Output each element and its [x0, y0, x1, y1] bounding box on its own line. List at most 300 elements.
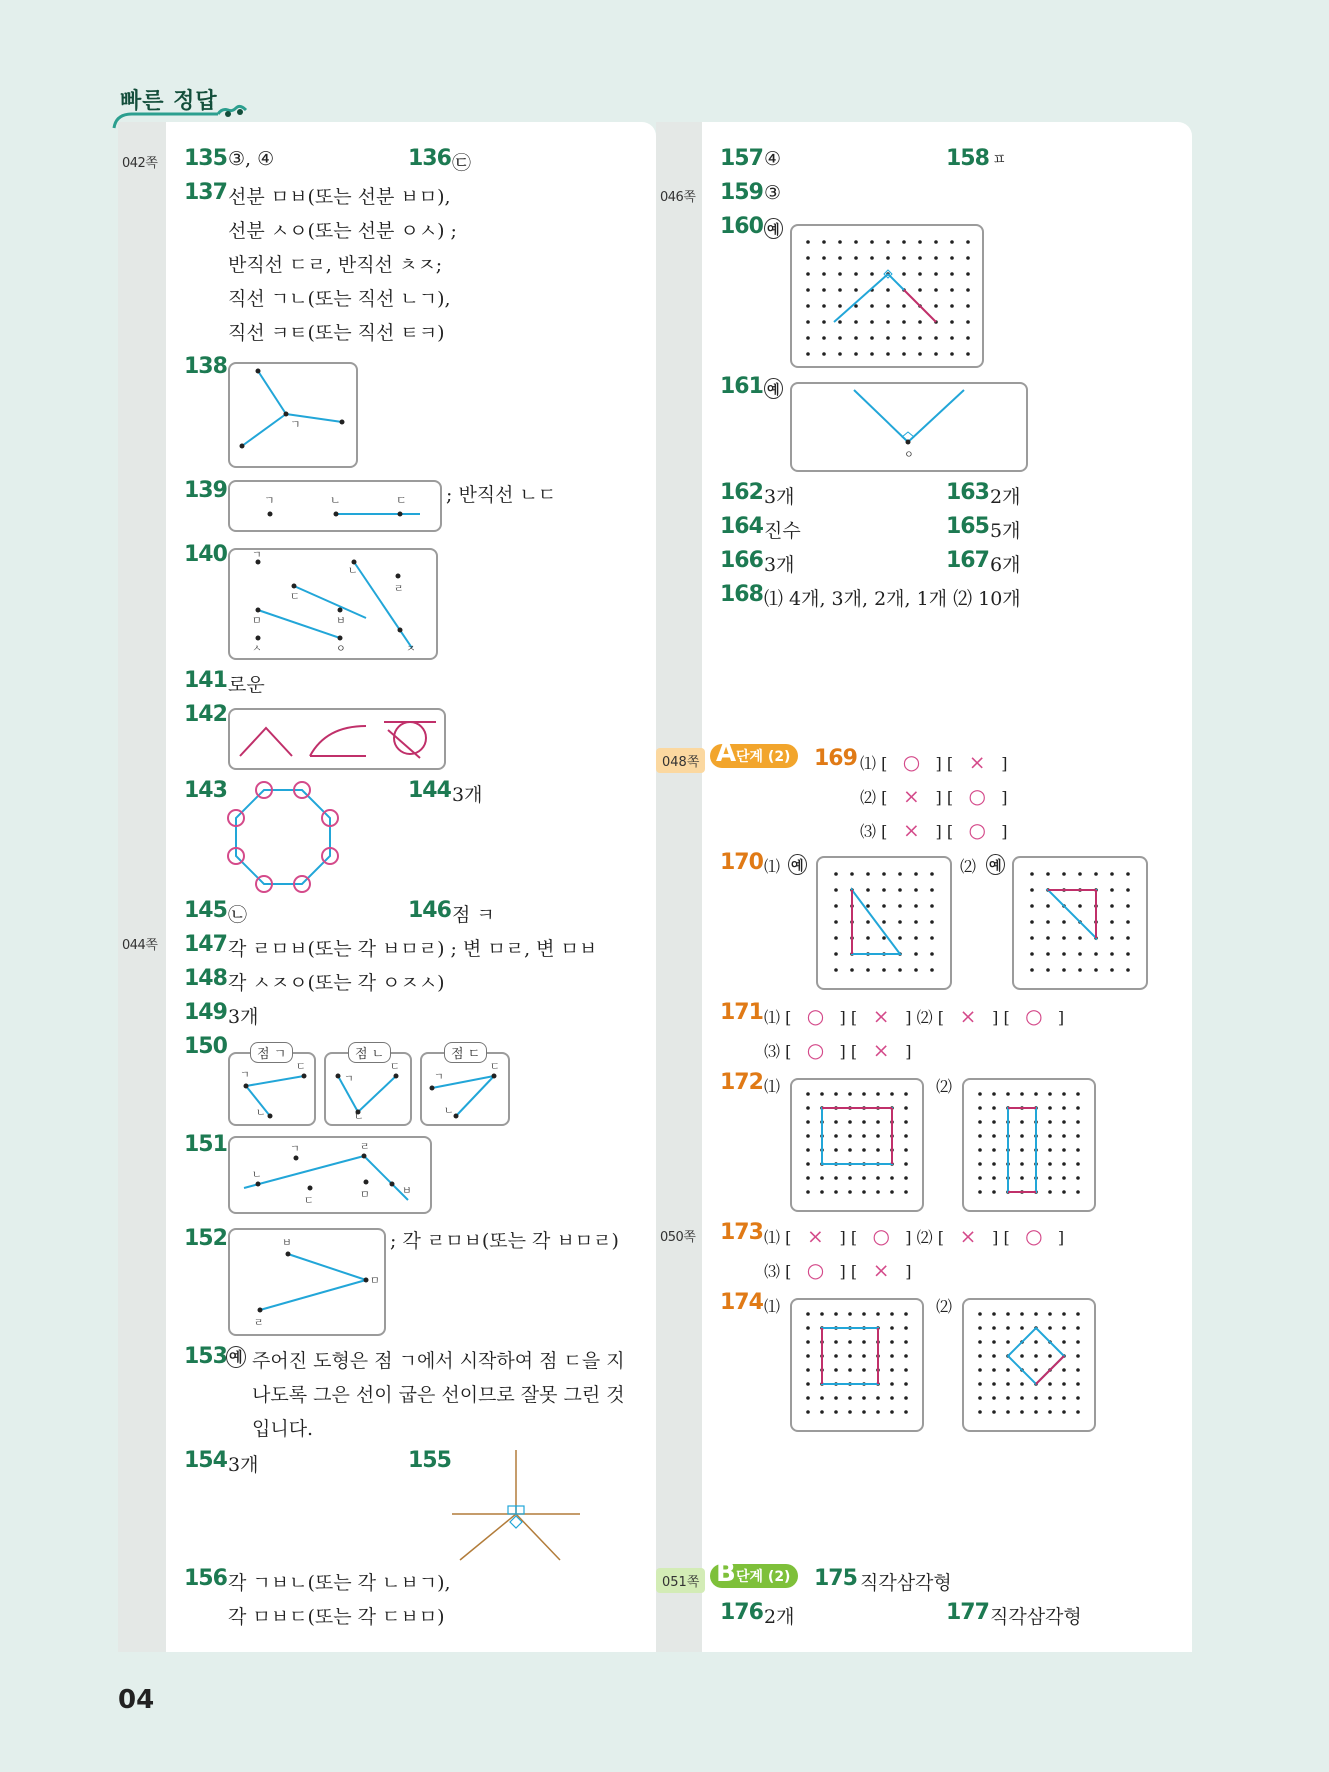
- grid-dot: [890, 1368, 894, 1372]
- grid-dot: [1076, 1354, 1080, 1358]
- grid-dot: [890, 1410, 894, 1414]
- answer-text: ④: [764, 148, 782, 170]
- grid-dot: [854, 240, 858, 244]
- grid-dot: [1062, 1134, 1066, 1138]
- grid-dot: [1076, 1092, 1080, 1096]
- grid-dot: [834, 904, 838, 908]
- answer-text: ⑴ 4개, 3개, 2개, 1개 ⑵ 10개: [764, 588, 1021, 610]
- grid-dot: [834, 872, 838, 876]
- grid-dot: [848, 1120, 852, 1124]
- grid-dot: [806, 1396, 810, 1400]
- q-number: 144: [408, 778, 451, 803]
- page-label: 048쪽: [656, 748, 705, 773]
- grid-dot: [876, 1410, 880, 1414]
- grid-dot: [806, 272, 810, 276]
- grid-dot: [978, 1162, 982, 1166]
- grid-dot: [1094, 872, 1098, 876]
- grid-dot: [850, 872, 854, 876]
- grid-dot: [1046, 872, 1050, 876]
- part-label: ⑴: [764, 857, 781, 876]
- grid-dot: [898, 968, 902, 972]
- dot-grid-box: [962, 1298, 1096, 1432]
- grid-dot: [820, 1092, 824, 1096]
- point-label: ㄱ: [252, 550, 262, 561]
- grid-dot: [834, 1312, 838, 1316]
- dot-grid: [792, 1300, 922, 1430]
- grid-dot: [950, 352, 954, 356]
- grid-dot: [876, 1312, 880, 1316]
- grid-dot: [854, 320, 858, 324]
- grid-dot: [978, 1312, 982, 1316]
- grid-dot: [834, 936, 838, 940]
- grid-dot: [882, 904, 886, 908]
- grid-dot: [904, 1162, 908, 1166]
- grid-dot: [1020, 1134, 1024, 1138]
- point-tag: 점 ㄴ: [348, 1042, 391, 1063]
- grid-dot: [1006, 1092, 1010, 1096]
- grid-dot: [902, 256, 906, 260]
- grid-dot: [1048, 1396, 1052, 1400]
- grid-dot: [1048, 1106, 1052, 1110]
- grid-dot: [848, 1134, 852, 1138]
- grid-dot: [966, 352, 970, 356]
- grid-dot: [876, 1176, 880, 1180]
- ox-row: ⑶ [ ○ ] [ × ]: [764, 1258, 912, 1282]
- grid-dot: [992, 1340, 996, 1344]
- grid-dot: [918, 272, 922, 276]
- grid-dot: [950, 288, 954, 292]
- dot-grid-box: [790, 1078, 924, 1212]
- grid-dot: [1076, 1190, 1080, 1194]
- grid-dot: [914, 920, 918, 924]
- grid-dot: [1048, 1410, 1052, 1414]
- grid-dot: [834, 920, 838, 924]
- grid-dot: [1076, 1410, 1080, 1414]
- grid-dot: [870, 240, 874, 244]
- grid-dot: [978, 1148, 982, 1152]
- grid-dot: [1076, 1326, 1080, 1330]
- grid-dot: [904, 1354, 908, 1358]
- grid-dot: [820, 1176, 824, 1180]
- angle-figure: [230, 1230, 384, 1334]
- grid-dot: [886, 320, 890, 324]
- grid-dot: [992, 1326, 996, 1330]
- grid-dot: [806, 1190, 810, 1194]
- grid-dot: [806, 1106, 810, 1110]
- figure-box: [790, 382, 1028, 472]
- grid-dot: [1006, 1340, 1010, 1344]
- svg-text:ㄴ: ㄴ: [444, 1106, 454, 1117]
- grid-dot: [898, 888, 902, 892]
- point-label: ㄹ: [394, 584, 404, 595]
- angle-figure: [230, 1054, 314, 1124]
- q-number: 160: [720, 214, 763, 239]
- grid-dot: [950, 320, 954, 324]
- figure-box: [228, 548, 438, 660]
- grid-dot: [862, 1354, 866, 1358]
- grid-dot: [806, 240, 810, 244]
- ox-row: ⑴ [ ○ ] [ × ]: [860, 750, 1008, 774]
- answer-text: 직각삼각형: [990, 1606, 1082, 1628]
- q-number: 145: [184, 898, 227, 923]
- grid-dot: [904, 1092, 908, 1096]
- grid-dot: [834, 1120, 838, 1124]
- grid-dot: [870, 256, 874, 260]
- page-label: 050쪽: [660, 1230, 696, 1245]
- grid-dot: [966, 336, 970, 340]
- grid-dot: [876, 1148, 880, 1152]
- grid-dot: [1078, 968, 1082, 972]
- q-number: 149: [184, 1000, 227, 1025]
- q-number: 155: [408, 1448, 451, 1473]
- svg-text:ㄹ: ㄹ: [254, 1318, 264, 1329]
- grid-dot: [1048, 1326, 1052, 1330]
- part-label: ⑵: [936, 1297, 953, 1316]
- lines-figure: [230, 550, 436, 658]
- grid-dot: [1078, 872, 1082, 876]
- grid-dot: [918, 336, 922, 340]
- grid-dot: [838, 256, 842, 260]
- grid-dot: [870, 272, 874, 276]
- grid-dot: [902, 240, 906, 244]
- grid-dot: [866, 872, 870, 876]
- grid-dot: [806, 1148, 810, 1152]
- grid-dot: [806, 1382, 810, 1386]
- grid-dot: [862, 1176, 866, 1180]
- answer-text: 3개: [764, 554, 795, 576]
- grid-dot: [1062, 872, 1066, 876]
- svg-text:ㄹ: ㄹ: [360, 1142, 370, 1153]
- q-number: 148: [184, 966, 227, 991]
- grid-dot: [966, 320, 970, 324]
- example-mark: 예: [226, 1346, 246, 1368]
- grid-dot: [806, 1354, 810, 1358]
- grid-dot: [854, 256, 858, 260]
- grid-dot: [862, 1092, 866, 1096]
- q-number: 139: [184, 478, 227, 503]
- grid-dot: [838, 240, 842, 244]
- answer-text: 2개: [764, 1606, 795, 1628]
- grid-dot: [806, 1368, 810, 1372]
- grid-dot: [1062, 1092, 1066, 1096]
- grid-dot: [992, 1354, 996, 1358]
- grid-dot: [848, 1340, 852, 1344]
- figure-box: [228, 1136, 432, 1214]
- dot-grid-box: [790, 1298, 924, 1432]
- grid-dot: [934, 256, 938, 260]
- grid-dot: [848, 1190, 852, 1194]
- grid-dot: [1126, 888, 1130, 892]
- grid-dot: [850, 968, 854, 972]
- grid-dot: [862, 1312, 866, 1316]
- left-gutter: [118, 122, 166, 1652]
- grid-dot: [1020, 1120, 1024, 1124]
- grid-dot: [838, 288, 842, 292]
- dot-grid: [964, 1080, 1094, 1210]
- figure-box: [228, 708, 446, 770]
- grid-dot: [1046, 968, 1050, 972]
- q-number: 138: [184, 354, 227, 379]
- grid-dot: [822, 352, 826, 356]
- grid-dot: [978, 1326, 982, 1330]
- answer-line: 각 ㄱㅂㄴ(또는 각 ㄴㅂㄱ),: [228, 1572, 451, 1594]
- point-label: ㄷ: [290, 592, 300, 603]
- stage-letter: B: [716, 1558, 736, 1588]
- point-label: ㅇ: [336, 644, 346, 655]
- grid-dot: [806, 256, 810, 260]
- grid-dot: [1126, 872, 1130, 876]
- ray-figure: [230, 364, 356, 466]
- grid-dot: [820, 1396, 824, 1400]
- q-number: 164: [720, 514, 763, 539]
- svg-text:ㄴ: ㄴ: [354, 1112, 364, 1123]
- ox-row: ⑶ [ ○ ] [ × ]: [764, 1038, 912, 1062]
- ox-row: ⑶ [ × ] [ ○ ]: [860, 818, 1008, 842]
- grid-dot: [898, 904, 902, 908]
- grid-dot: [1006, 1382, 1010, 1386]
- answer-text: 로운: [228, 674, 265, 696]
- grid-dot: [1048, 1120, 1052, 1124]
- grid-dot: [822, 272, 826, 276]
- grid-dot: [886, 336, 890, 340]
- grid-dot: [882, 920, 886, 924]
- answer-line: 나도록 그은 선이 굽은 선이므로 잘못 그린 것: [252, 1384, 625, 1406]
- grid-dot: [870, 336, 874, 340]
- grid-dot: [862, 1190, 866, 1194]
- q-number: 151: [184, 1132, 227, 1157]
- grid-dot: [806, 1326, 810, 1330]
- q-number: 154: [184, 1448, 227, 1473]
- grid-dot: [1046, 904, 1050, 908]
- answer-text: 3개: [452, 784, 483, 806]
- grid-dot: [934, 352, 938, 356]
- svg-text:ㄱ: ㄱ: [434, 1072, 444, 1083]
- perpendicular-figure: [448, 1448, 584, 1564]
- grid-dot: [1062, 1368, 1066, 1372]
- page-label: 046쪽: [660, 190, 696, 205]
- part-label: ⑴: [764, 1077, 781, 1096]
- grid-dot: [904, 1312, 908, 1316]
- q-number: 172: [720, 1070, 763, 1095]
- grid-dot: [1048, 1312, 1052, 1316]
- grid-dot: [978, 1396, 982, 1400]
- answer-text: 3개: [228, 1006, 259, 1028]
- grid-dot: [992, 1382, 996, 1386]
- q-number: 167: [946, 548, 989, 573]
- grid-dot: [1110, 936, 1114, 940]
- grid-dot: [848, 1396, 852, 1400]
- grid-dot: [1062, 920, 1066, 924]
- answer-text: 각 ㄹㅁㅂ(또는 각 ㅂㅁㄹ) ; 변 ㅁㄹ, 변 ㅁㅂ: [228, 938, 598, 960]
- dot-grid: [792, 226, 982, 366]
- grid-dot: [934, 336, 938, 340]
- grid-dot: [1020, 1354, 1024, 1358]
- ox-row: ⑴ [ ○ ] [ × ] ⑵ [ × ] [ ○ ]: [764, 1004, 1065, 1028]
- grid-dot: [806, 1162, 810, 1166]
- grid-dot: [1046, 952, 1050, 956]
- grid-dot: [890, 1340, 894, 1344]
- grid-dot: [890, 1382, 894, 1386]
- grid-dot: [822, 304, 826, 308]
- ray-figure: [230, 482, 440, 530]
- grid-dot: [1110, 904, 1114, 908]
- grid-dot: [806, 1176, 810, 1180]
- grid-dot: [904, 1190, 908, 1194]
- octagon-figure: [224, 778, 342, 896]
- answer-text: 각 ㅅㅈㅇ(또는 각 ㅇㅈㅅ): [228, 972, 445, 994]
- grid-dot: [870, 304, 874, 308]
- grid-dot: [1048, 1134, 1052, 1138]
- svg-text:ㅁ: ㅁ: [370, 1276, 380, 1287]
- grid-dot: [806, 352, 810, 356]
- grid-dot: [1076, 1396, 1080, 1400]
- grid-dot: [806, 1092, 810, 1096]
- answer-line: 직선 ㅋㅌ(또는 직선 ㅌㅋ): [228, 322, 445, 344]
- grid-dot: [838, 352, 842, 356]
- grid-dot: [1030, 936, 1034, 940]
- grid-dot: [834, 888, 838, 892]
- grid-dot: [966, 240, 970, 244]
- point-tag: 점 ㄱ: [250, 1042, 293, 1063]
- stage-letter: A: [716, 738, 737, 768]
- grid-dot: [1076, 1134, 1080, 1138]
- grid-dot: [1048, 1190, 1052, 1194]
- q-number: 173: [720, 1220, 763, 1245]
- dot-grid-box: [790, 224, 984, 368]
- grid-dot: [1006, 1368, 1010, 1372]
- grid-dot: [898, 872, 902, 876]
- q-number: 171: [720, 1000, 763, 1025]
- grid-dot: [834, 952, 838, 956]
- grid-dot: [834, 968, 838, 972]
- grid-dot: [918, 256, 922, 260]
- grid-dot: [902, 320, 906, 324]
- grid-dot: [838, 304, 842, 308]
- grid-dot: [966, 288, 970, 292]
- grid-dot: [978, 1354, 982, 1358]
- part-label: ⑴: [764, 1297, 781, 1316]
- grid-dot: [904, 1340, 908, 1344]
- grid-dot: [914, 968, 918, 972]
- grid-dot: [934, 288, 938, 292]
- point-label: ㅂ: [336, 616, 346, 627]
- grid-dot: [806, 320, 810, 324]
- grid-dot: [890, 1312, 894, 1316]
- grid-dot: [1048, 1354, 1052, 1358]
- grid-dot: [1020, 1092, 1024, 1096]
- answer-text: 3개: [228, 1454, 259, 1476]
- grid-dot: [834, 1176, 838, 1180]
- grid-dot: [1062, 1120, 1066, 1124]
- grid-dot: [992, 1162, 996, 1166]
- q-number: 146: [408, 898, 451, 923]
- grid-dot: [1076, 1120, 1080, 1124]
- grid-dot: [1126, 904, 1130, 908]
- q-number: 165: [946, 514, 989, 539]
- grid-dot: [1110, 920, 1114, 924]
- part-label: ⑵: [936, 1077, 953, 1096]
- grid-dot: [1062, 936, 1066, 940]
- dot-grid-box: [816, 856, 952, 990]
- grid-dot: [806, 304, 810, 308]
- grid-dot: [1030, 872, 1034, 876]
- grid-dot: [930, 888, 934, 892]
- grid-dot: [930, 968, 934, 972]
- answer-line: 반직선 ㄷㄹ, 반직선 ㅊㅈ;: [228, 254, 443, 276]
- grid-dot: [930, 904, 934, 908]
- grid-dot: [882, 888, 886, 892]
- grid-dot: [978, 1368, 982, 1372]
- grid-dot: [904, 1106, 908, 1110]
- angle-figure: [422, 1054, 508, 1124]
- grid-dot: [904, 1134, 908, 1138]
- grid-dot: [978, 1092, 982, 1096]
- stage-tag-b: [710, 1558, 798, 1588]
- grid-dot: [890, 1354, 894, 1358]
- grid-dot: [834, 1092, 838, 1096]
- q-number: 163: [946, 480, 989, 505]
- grid-dot: [914, 872, 918, 876]
- grid-dot: [914, 936, 918, 940]
- grid-dot: [902, 272, 906, 276]
- grid-dot: [806, 1340, 810, 1344]
- grid-dot: [1076, 1162, 1080, 1166]
- grid-dot: [870, 352, 874, 356]
- stage-label: 단계 (2): [736, 1569, 791, 1585]
- grid-dot: [862, 1410, 866, 1414]
- grid-dot: [862, 1368, 866, 1372]
- grid-dot: [1006, 1326, 1010, 1330]
- grid-dot: [876, 1120, 880, 1124]
- svg-text:ㅇ: ㅇ: [904, 450, 914, 461]
- grid-dot: [902, 352, 906, 356]
- grid-dot: [848, 1368, 852, 1372]
- q-number: 169: [814, 746, 857, 771]
- point-label: ㅁ: [252, 616, 262, 627]
- ox-row: ⑴ [ × ] [ ○ ] ⑵ [ × ] [ ○ ]: [764, 1224, 1065, 1248]
- grid-dot: [914, 952, 918, 956]
- grid-dot: [1062, 968, 1066, 972]
- grid-dot: [966, 272, 970, 276]
- grid-dot: [1126, 936, 1130, 940]
- grid-dot: [1110, 888, 1114, 892]
- grid-dot: [1020, 1326, 1024, 1330]
- grid-dot: [934, 304, 938, 308]
- grid-dot: [820, 1410, 824, 1414]
- grid-dot: [934, 272, 938, 276]
- grid-dot: [862, 1148, 866, 1152]
- grid-dot: [1094, 952, 1098, 956]
- svg-text:ㅁ: ㅁ: [360, 1190, 370, 1201]
- grid-dot: [876, 1190, 880, 1194]
- grid-dot: [806, 1312, 810, 1316]
- q-number: 168: [720, 582, 763, 607]
- grid-dot: [1006, 1410, 1010, 1414]
- grid-dot: [1076, 1148, 1080, 1152]
- grid-dot: [978, 1120, 982, 1124]
- grid-dot: [1020, 1148, 1024, 1152]
- grid-dot: [1062, 1340, 1066, 1344]
- angle-figure: [230, 710, 444, 768]
- grid-dot: [992, 1410, 996, 1414]
- grid-dot: [992, 1176, 996, 1180]
- point-label: ㄷ: [396, 494, 407, 507]
- grid-dot: [1034, 1396, 1038, 1400]
- grid-dot: [918, 352, 922, 356]
- answer-line: 직선 ㄱㄴ(또는 직선 ㄴㄱ),: [228, 288, 451, 310]
- grid-dot: [992, 1190, 996, 1194]
- grid-dot: [930, 872, 934, 876]
